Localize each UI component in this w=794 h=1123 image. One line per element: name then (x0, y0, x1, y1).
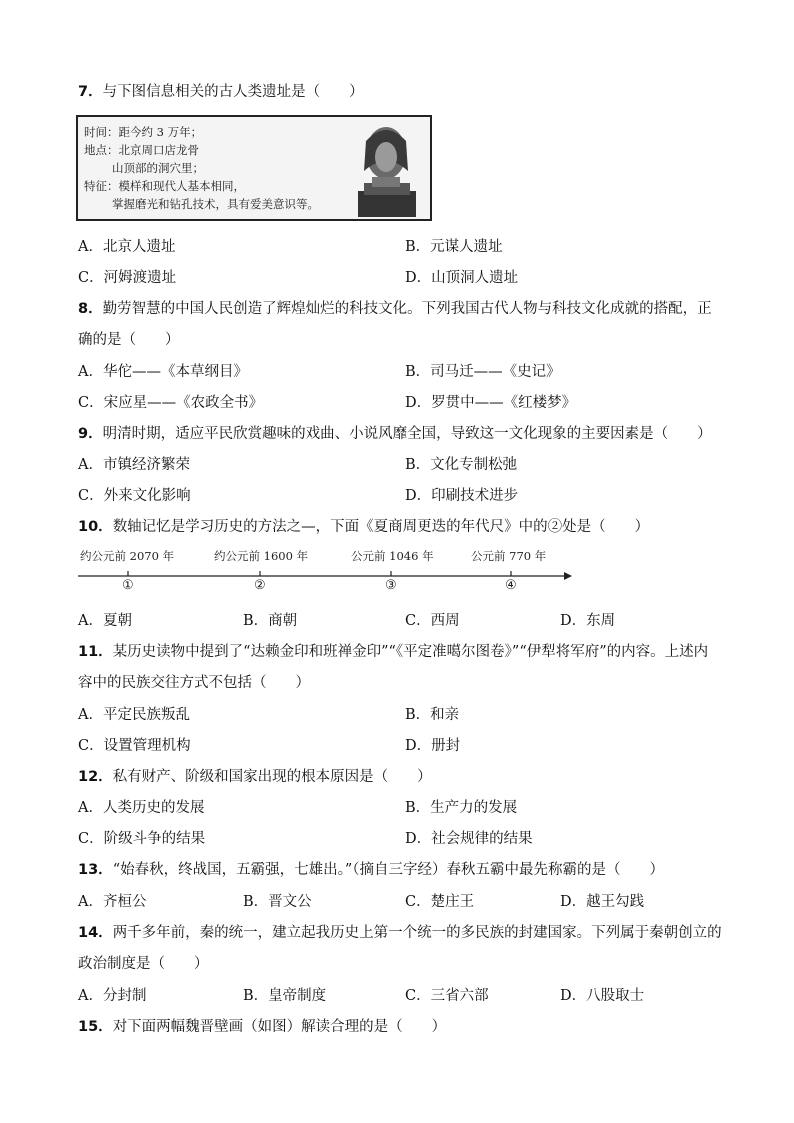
option-b: B．生产力的发展 (405, 800, 518, 816)
question-text: 数轴记忆是学习历史的方法之—，下面《夏商周更迭的年代尺》中的②处是（ ） (112, 519, 650, 535)
figure-line: 特征：模样和现代人基本相同， (84, 179, 245, 193)
question-7 (78, 82, 364, 102)
option-a: A．分封制 (78, 988, 147, 1004)
figure-box-shandingdong (76, 115, 432, 221)
question-number: 14． (78, 925, 113, 941)
option-d: D．印刷技术进步 (405, 488, 519, 504)
option-a: A．北京人遗址 (78, 239, 176, 255)
option-c: C．阶级斗争的结果 (78, 831, 206, 847)
question-12 (78, 767, 432, 787)
question-8-continued: 确的是（ ） (78, 332, 180, 348)
option-a: A．华佗——《本草纲目》 (78, 364, 248, 380)
question-text: 与下图信息相关的古人类遗址是（ ） (102, 84, 364, 100)
question-15 (78, 1017, 446, 1037)
option-c: C．河姆渡遗址 (78, 270, 177, 286)
question-number: 7． (78, 84, 103, 100)
option-a: A．市镇经济繁荣 (78, 457, 190, 473)
option-a: A．人类历史的发展 (78, 800, 205, 816)
option-b: B．文化专制松弛 (405, 457, 518, 473)
option-a: A．齐桓公 (78, 894, 147, 910)
question-text: “始春秋，终战国，五霸强，七雄出。”（摘自三字经）春秋五霸中最先称霸的是（ ） (112, 862, 665, 878)
question-text: 明清时期，适应平民欣赏趣味的戏曲、小说风靡全国，导致这一文化现象的主要因素是（ ） (102, 426, 712, 442)
option-d: D．东周 (560, 613, 616, 629)
timeline-label: 公元前 1046 年 (351, 549, 434, 563)
timeline-label: 公元前 770 年 (471, 549, 547, 563)
option-d: D．册封 (405, 738, 461, 754)
option-b: B．和亲 (405, 707, 460, 723)
timeline-label: 约公元前 2070 年 (80, 549, 175, 563)
timeline-label: 约公元前 1600 年 (214, 549, 309, 563)
option-b: B．商朝 (243, 613, 298, 629)
option-c: C．三省六部 (405, 988, 489, 1004)
question-number: 9． (78, 426, 103, 442)
question-text: 勤劳智慧的中国人民创造了辉煌灿烂的科技文化。下列我国古代人物与科技文化成就的搭配，正 (102, 301, 712, 317)
timeline-mark: ② (254, 578, 266, 593)
timeline-axis (76, 570, 576, 582)
timeline-mark: ① (122, 578, 134, 593)
question-text: 某历史读物中提到了“达赖金印和班禅金印”“《平定准噶尔图卷》”“伊犁将军府”的内容。上述内 (112, 644, 709, 660)
question-14-continued: 政治制度是（ ） (78, 956, 209, 972)
question-number: 13． (78, 862, 113, 878)
option-d: D．山顶洞人遗址 (405, 270, 519, 286)
figure-line: 地点：北京周口店龙骨 (84, 143, 199, 157)
option-c: C．楚庄王 (405, 894, 475, 910)
option-a: A．夏朝 (78, 613, 132, 629)
question-text: 对下面两幅魏晋壁画（如图）解读合理的是（ ） (112, 1019, 447, 1035)
option-b: B．元谋人遗址 (405, 239, 503, 255)
question-number: 11． (78, 644, 113, 660)
bust-statue-image (346, 121, 426, 219)
question-8 (78, 299, 712, 319)
option-d: D．八股取士 (560, 988, 645, 1004)
option-b: B．司马迁——《史记》 (405, 364, 561, 380)
option-a: A．平定民族叛乱 (78, 707, 190, 723)
timeline-mark: ④ (505, 578, 517, 593)
question-10 (78, 517, 649, 537)
question-11 (78, 642, 708, 662)
question-number: 8． (78, 301, 103, 317)
question-9 (78, 424, 712, 444)
figure-line: 山顶部的洞穴里； (112, 161, 204, 175)
option-d: D．越王勾践 (560, 894, 645, 910)
question-text: 两千多年前，秦的统一，建立起我历史上第一个统一的多民族的封建国家。下列属于秦朝创立的 (112, 925, 722, 941)
question-number: 15． (78, 1019, 113, 1035)
option-c: C．西周 (405, 613, 460, 629)
question-14 (78, 923, 722, 943)
option-b: B．晋文公 (243, 894, 312, 910)
option-d: D．社会规律的结果 (405, 831, 533, 847)
question-13 (78, 860, 664, 880)
question-number: 12． (78, 769, 113, 785)
dynasty-timeline (76, 548, 576, 598)
question-number: 10． (78, 519, 113, 535)
option-c: C．设置管理机构 (78, 738, 191, 754)
figure-line: 掌握磨光和钻孔技术，具有爱美意识等。 (112, 197, 319, 211)
option-c: C．宋应星——《农政全书》 (78, 395, 264, 411)
timeline-mark: ③ (385, 578, 397, 593)
question-11-continued: 容中的民族交往方式不包括（ ） (78, 675, 310, 691)
question-text: 私有财产、阶级和国家出现的根本原因是（ ） (112, 769, 432, 785)
option-b: B．皇帝制度 (243, 988, 327, 1004)
figure-line: 时间：距今约 3 万年； (84, 125, 203, 139)
option-d: D．罗贯中——《红楼梦》 (405, 395, 577, 411)
option-c: C．外来文化影响 (78, 488, 191, 504)
